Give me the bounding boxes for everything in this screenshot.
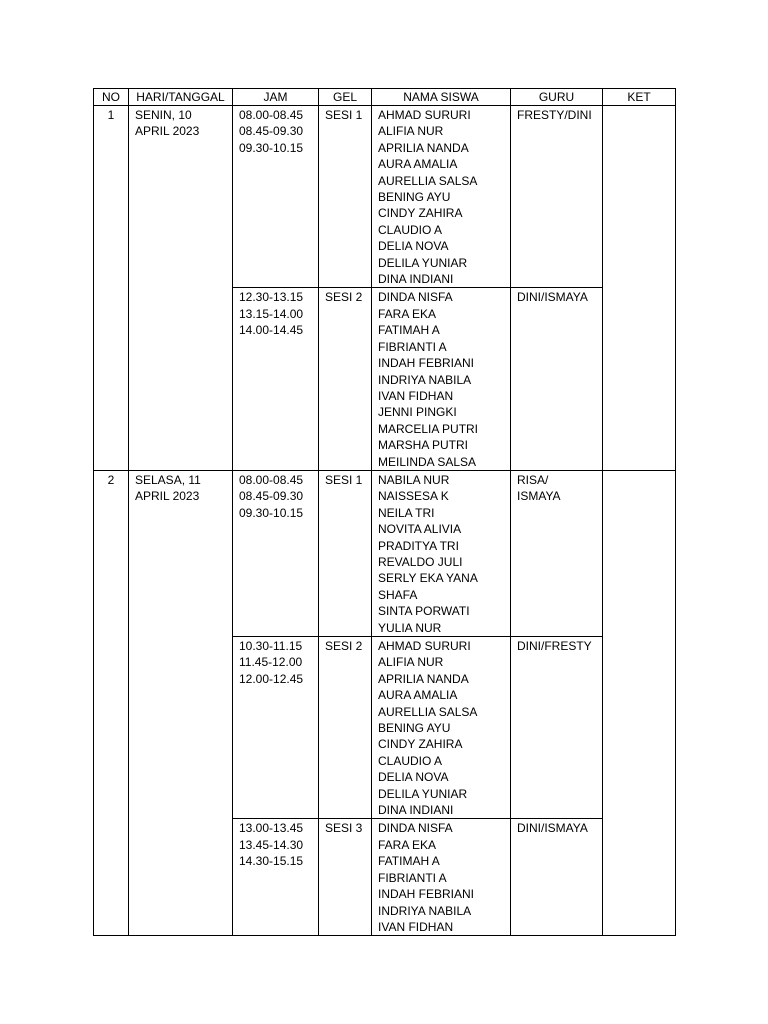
student-name: DINDA NISFA [378,290,453,305]
time-cell [233,819,319,936]
student-name: CINDY ZAHIRA [378,737,463,752]
student-name: NOVITA ALIVIA [378,522,462,537]
session-row [94,470,676,636]
session-cell: SESI 2 [319,288,372,470]
student-name: FATIMAH A [378,854,440,869]
time-slot: 14.30-15.15 [239,854,304,869]
notes-cell [603,106,676,471]
time-cell [233,288,319,470]
teacher-cell [511,288,603,470]
time-slot: 11.45-12.00 [239,655,303,670]
student-name: FARA EKA [378,837,437,852]
student-name: DELILA YUNIAR [378,255,468,270]
header-teacher: GURU [511,89,603,106]
time-slot: 08.45-09.30 [239,124,304,139]
student-name: SHAFA [378,587,418,602]
teacher-cell [511,470,603,636]
time-slot: 12.00-12.45 [239,671,304,686]
student-name: DINA INDIANI [378,272,454,287]
date-cell [129,106,233,471]
teacher-name: FRESTY/DINI [517,108,592,122]
student-name: BENING AYU [378,721,451,736]
student-name: CINDY ZAHIRA [378,206,463,221]
teacher-cell [511,637,603,819]
time-slot: 09.30-10.15 [239,140,304,155]
teacher-name: RISA/ [517,472,549,487]
student-name: SINTA PORWATI [378,604,470,619]
teacher-name: DINI/ISMAYA [517,290,588,305]
time-slot: 08.00-08.45 [239,472,304,487]
notes-cell [603,470,676,935]
student-name: MARSHA PUTRI [378,438,469,453]
student-name: DINA INDIANI [378,803,454,818]
student-name: DELILA YUNIAR [378,786,468,801]
header-no: NO [94,89,129,106]
student-name: IVAN FIDHAN [378,919,454,934]
teacher-cell [511,819,603,936]
student-name: PRADITYA TRI [378,538,459,553]
header-date: HARI/TANGGAL [129,89,233,106]
student-name: IVAN FIDHAN [378,388,454,403]
student-name: MARCELIA PUTRI [378,421,479,436]
student-name: INDRIYA NABILA [378,903,472,918]
time-slot: 13.15-14.00 [239,306,304,321]
students-cell [372,470,511,636]
student-name: REVALDO JULI [378,554,463,569]
student-name: DELIA NOVA [378,770,449,785]
student-name: JENNI PINGKI [378,405,457,420]
teacher-cell [511,106,603,288]
student-name: BENING AYU [378,190,451,205]
student-name: ALIFIA NUR [378,124,444,139]
date-line: APRIL 2023 [135,124,200,139]
students-cell [372,819,511,936]
student-name: AURELLIA SALSA [378,173,478,188]
time-slot: 13.45-14.30 [239,837,304,852]
student-name: APRILIA NANDA [378,671,469,686]
time-slot: 08.45-09.30 [239,489,304,504]
student-name: ALIFIA NUR [378,655,444,670]
date-cell [129,470,233,935]
time-cell [233,106,319,288]
teacher-name: DINI/FRESTY [517,639,592,653]
student-name: AHMAD SURURI [378,639,471,653]
students-cell [372,637,511,819]
student-name: APRILIA NANDA [378,140,469,155]
date-line: SELASA, 11 [135,472,201,487]
session-cell: SESI 1 [319,106,372,288]
session-cell: SESI 3 [319,819,372,936]
teacher-name: DINI/ISMAYA [517,821,588,836]
student-name: INDAH FEBRIANI [378,356,475,371]
student-name: FATIMAH A [378,323,440,338]
time-cell [233,470,319,636]
row-number: 1 [94,106,129,471]
schedule-body [94,106,676,936]
time-slot: 14.00-14.45 [239,323,304,338]
student-name: FIBRIANTI A [378,339,447,354]
student-name: AURA AMALIA [378,157,458,172]
student-name: MEILINDA SALSA [378,454,477,469]
schedule-table [93,88,676,936]
session-row [94,106,676,288]
student-name: INDRIYA NABILA [378,372,472,387]
students-cell [372,288,511,470]
header-student-name: NAMA SISWA [372,89,511,106]
student-name: AURELLIA SALSA [378,704,478,719]
student-name: DINDA NISFA [378,821,453,836]
time-slot: 12.30-13.15 [239,290,304,305]
student-name: NAISSESA K [378,489,449,504]
session-cell: SESI 1 [319,470,372,636]
date-line: SENIN, 10 [135,108,192,122]
time-cell [233,637,319,819]
header-session: GEL [319,89,372,106]
student-name: NEILA TRI [378,505,435,520]
row-number: 2 [94,470,129,935]
time-slot: 09.30-10.15 [239,505,304,520]
header-time: JAM [233,89,319,106]
time-slot: 10.30-11.15 [239,639,303,653]
teacher-name: ISMAYA [517,489,561,504]
header-notes: KET [603,89,676,106]
student-name: CLAUDIO A [378,222,443,237]
student-name: NABILA NUR [378,472,450,487]
student-name: INDAH FEBRIANI [378,887,475,902]
student-name: FIBRIANTI A [378,870,447,885]
students-cell [372,106,511,288]
header-row [94,89,676,106]
student-name: AURA AMALIA [378,688,458,703]
student-name: CLAUDIO A [378,753,443,768]
time-slot: 08.00-08.45 [239,108,304,122]
student-name: YULIA NUR [378,620,442,635]
student-name: FARA EKA [378,306,437,321]
student-name: DELIA NOVA [378,239,449,254]
session-cell: SESI 2 [319,637,372,819]
time-slot: 13.00-13.45 [239,821,304,836]
student-name: SERLY EKA YANA [378,571,478,586]
date-line: APRIL 2023 [135,489,200,504]
student-name: AHMAD SURURI [378,108,471,122]
